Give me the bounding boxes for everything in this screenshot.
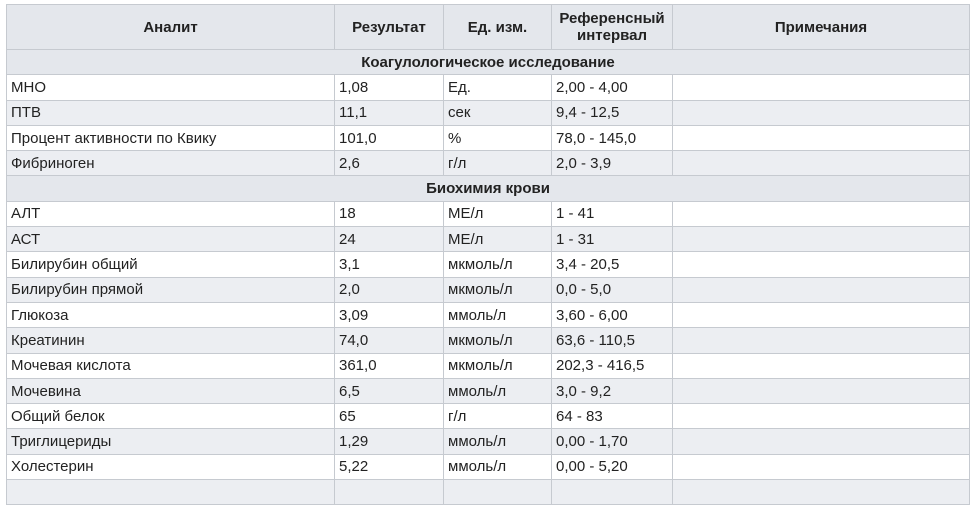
header-notes: Примечания xyxy=(673,5,970,50)
cell-reference: 1 - 31 xyxy=(552,227,673,252)
table-row xyxy=(7,151,970,176)
cell-result: 11,1 xyxy=(335,100,444,125)
cell-analyte: АЛТ xyxy=(7,201,335,226)
cell-reference: 3,4 - 20,5 xyxy=(552,252,673,277)
table-body xyxy=(7,50,970,505)
cell-analyte: Глюкоза xyxy=(7,302,335,327)
cell-reference: 9,4 - 12,5 xyxy=(552,100,673,125)
cell-notes xyxy=(673,353,970,378)
cell-notes xyxy=(673,277,970,302)
footer-cell xyxy=(444,480,552,505)
table-row xyxy=(7,75,970,100)
header-analyte: Аналит xyxy=(7,5,335,50)
header-row xyxy=(7,5,970,50)
cell-unit: ммоль/л xyxy=(444,429,552,454)
cell-reference: 2,00 - 4,00 xyxy=(552,75,673,100)
cell-unit: % xyxy=(444,125,552,150)
cell-unit: ммоль/л xyxy=(444,302,552,327)
cell-result: 6,5 xyxy=(335,378,444,403)
section-header-row xyxy=(7,50,970,75)
section-title: Коагулологическое исследование xyxy=(7,50,970,75)
cell-result: 18 xyxy=(335,201,444,226)
cell-unit: сек xyxy=(444,100,552,125)
cell-reference: 1 - 41 xyxy=(552,201,673,226)
cell-notes xyxy=(673,125,970,150)
cell-reference: 0,0 - 5,0 xyxy=(552,277,673,302)
cell-analyte: Триглицериды xyxy=(7,429,335,454)
cell-notes xyxy=(673,378,970,403)
table-row xyxy=(7,100,970,125)
cell-notes xyxy=(673,151,970,176)
cell-analyte: Мочевая кислота xyxy=(7,353,335,378)
table-row xyxy=(7,328,970,353)
table-row xyxy=(7,252,970,277)
cell-analyte: Процент активности по Квику xyxy=(7,125,335,150)
cell-result: 3,1 xyxy=(335,252,444,277)
table-row xyxy=(7,227,970,252)
table-row xyxy=(7,429,970,454)
cell-notes xyxy=(673,302,970,327)
cell-result: 2,6 xyxy=(335,151,444,176)
footer-cell xyxy=(7,480,335,505)
cell-reference: 0,00 - 1,70 xyxy=(552,429,673,454)
cell-result: 101,0 xyxy=(335,125,444,150)
cell-unit: мкмоль/л xyxy=(444,277,552,302)
table-row xyxy=(7,353,970,378)
cell-unit: МЕ/л xyxy=(444,227,552,252)
cell-notes xyxy=(673,227,970,252)
table-row xyxy=(7,302,970,327)
cell-reference: 63,6 - 110,5 xyxy=(552,328,673,353)
cell-notes xyxy=(673,454,970,479)
cell-notes xyxy=(673,404,970,429)
table-row xyxy=(7,277,970,302)
cell-result: 24 xyxy=(335,227,444,252)
cell-analyte: АСТ xyxy=(7,227,335,252)
cell-analyte: Фибриноген xyxy=(7,151,335,176)
table-row xyxy=(7,201,970,226)
cell-result: 2,0 xyxy=(335,277,444,302)
cell-analyte: Креатинин xyxy=(7,328,335,353)
cell-reference: 64 - 83 xyxy=(552,404,673,429)
cell-notes xyxy=(673,100,970,125)
cell-reference: 3,60 - 6,00 xyxy=(552,302,673,327)
header-unit: Ед. изм. xyxy=(444,5,552,50)
cell-unit: мкмоль/л xyxy=(444,252,552,277)
lab-results-table xyxy=(6,4,970,505)
footer-cell xyxy=(673,480,970,505)
cell-unit: г/л xyxy=(444,151,552,176)
cell-notes xyxy=(673,429,970,454)
cell-unit: ммоль/л xyxy=(444,454,552,479)
cell-unit: МЕ/л xyxy=(444,201,552,226)
cell-analyte: Общий белок xyxy=(7,404,335,429)
cell-analyte: Билирубин прямой xyxy=(7,277,335,302)
cell-result: 65 xyxy=(335,404,444,429)
table-row xyxy=(7,378,970,403)
section-title: Биохимия крови xyxy=(7,176,970,201)
table-row xyxy=(7,454,970,479)
cell-unit: ммоль/л xyxy=(444,378,552,403)
table-row xyxy=(7,404,970,429)
cell-notes xyxy=(673,252,970,277)
cell-result: 1,08 xyxy=(335,75,444,100)
cell-result: 5,22 xyxy=(335,454,444,479)
cell-reference: 2,0 - 3,9 xyxy=(552,151,673,176)
cell-unit: мкмоль/л xyxy=(444,353,552,378)
cell-analyte: Билирубин общий xyxy=(7,252,335,277)
cell-reference: 202,3 - 416,5 xyxy=(552,353,673,378)
table-row xyxy=(7,125,970,150)
cell-result: 361,0 xyxy=(335,353,444,378)
footer-cell xyxy=(552,480,673,505)
cell-analyte: Мочевина xyxy=(7,378,335,403)
cell-result: 3,09 xyxy=(335,302,444,327)
cell-unit: г/л xyxy=(444,404,552,429)
cell-notes xyxy=(673,201,970,226)
cell-notes xyxy=(673,75,970,100)
cell-unit: Ед. xyxy=(444,75,552,100)
lab-results-container xyxy=(6,4,970,505)
cell-notes xyxy=(673,328,970,353)
header-result: Результат xyxy=(335,5,444,50)
cell-unit: мкмоль/л xyxy=(444,328,552,353)
footer-cell xyxy=(335,480,444,505)
cell-reference: 3,0 - 9,2 xyxy=(552,378,673,403)
header-reference: Референсный интервал xyxy=(552,5,673,50)
cell-analyte: МНО xyxy=(7,75,335,100)
cell-analyte: Холестерин xyxy=(7,454,335,479)
cell-reference: 0,00 - 5,20 xyxy=(552,454,673,479)
cell-analyte: ПТВ xyxy=(7,100,335,125)
cell-result: 74,0 xyxy=(335,328,444,353)
table-footer-row xyxy=(7,480,970,505)
cell-result: 1,29 xyxy=(335,429,444,454)
table-header xyxy=(7,5,970,50)
cell-reference: 78,0 - 145,0 xyxy=(552,125,673,150)
section-header-row xyxy=(7,176,970,201)
